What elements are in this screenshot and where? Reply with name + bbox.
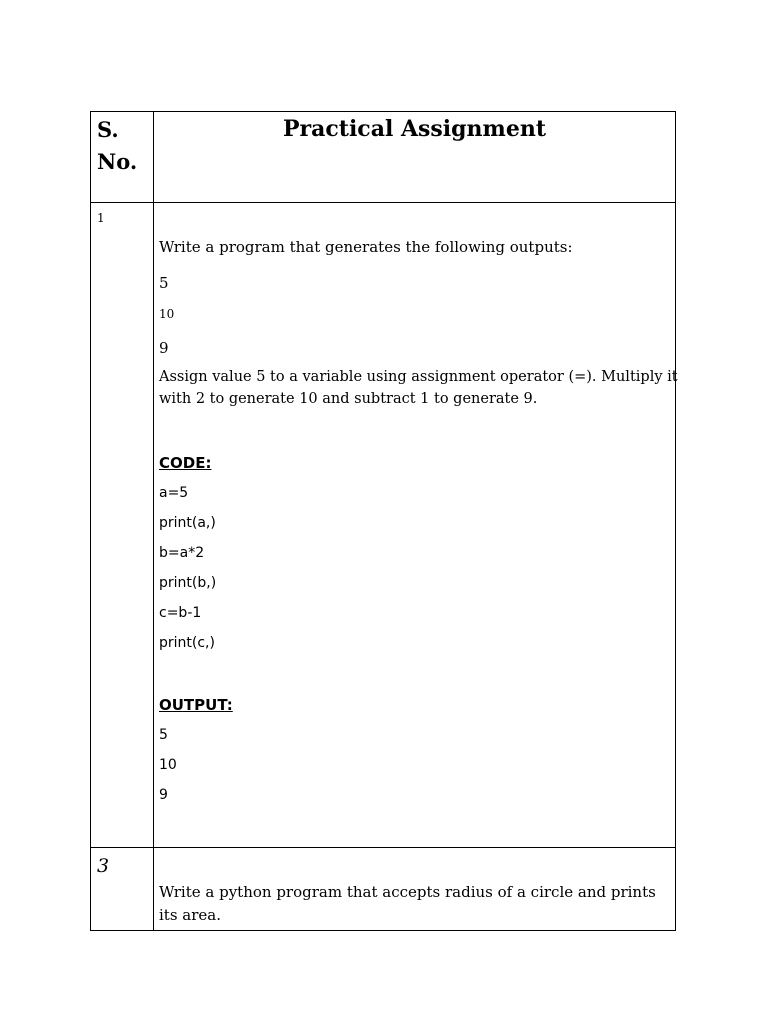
row-1-instruction-line-2: with 2 to generate 10 and subtract 1 to generate 9. (159, 391, 538, 407)
row-1-expected-output-3: 9 (159, 339, 169, 357)
row-1-number: 1 (97, 211, 105, 225)
code-label: CODE: (159, 454, 212, 472)
output-line-2: 10 (159, 757, 177, 773)
code-line-5: c=b-1 (159, 605, 202, 621)
row-2-number: 3 (97, 855, 110, 877)
code-line-6: print(c,) (159, 635, 215, 651)
output-label: OUTPUT: (159, 696, 233, 714)
table-row-1-sno-cell (90, 202, 154, 848)
row-2-question-line-1: Write a python program that accepts radius of a circle and prints (159, 883, 656, 901)
code-line-3: b=a*2 (159, 545, 205, 561)
row-2-question-line-2: its area. (159, 906, 221, 924)
code-line-4: print(b,) (159, 575, 217, 591)
column-header-sno-line-2: No. (97, 149, 138, 174)
column-header-sno-line-1: S. (97, 117, 119, 142)
table-row-1-content-cell (153, 202, 676, 848)
code-line-1: a=5 (159, 485, 189, 501)
row-1-expected-output-1: 5 (159, 274, 169, 292)
code-line-2: print(a,) (159, 515, 216, 531)
output-line-1: 5 (159, 727, 168, 743)
row-1-instruction-line-1: Assign value 5 to a variable using assignment operator (=). Multiply it (159, 369, 678, 385)
row-1-expected-output-2: 10 (159, 307, 175, 321)
output-line-3: 9 (159, 787, 168, 803)
row-1-question: Write a program that generates the following outputs: (159, 238, 573, 256)
page-title: Practical Assignment (283, 116, 546, 142)
